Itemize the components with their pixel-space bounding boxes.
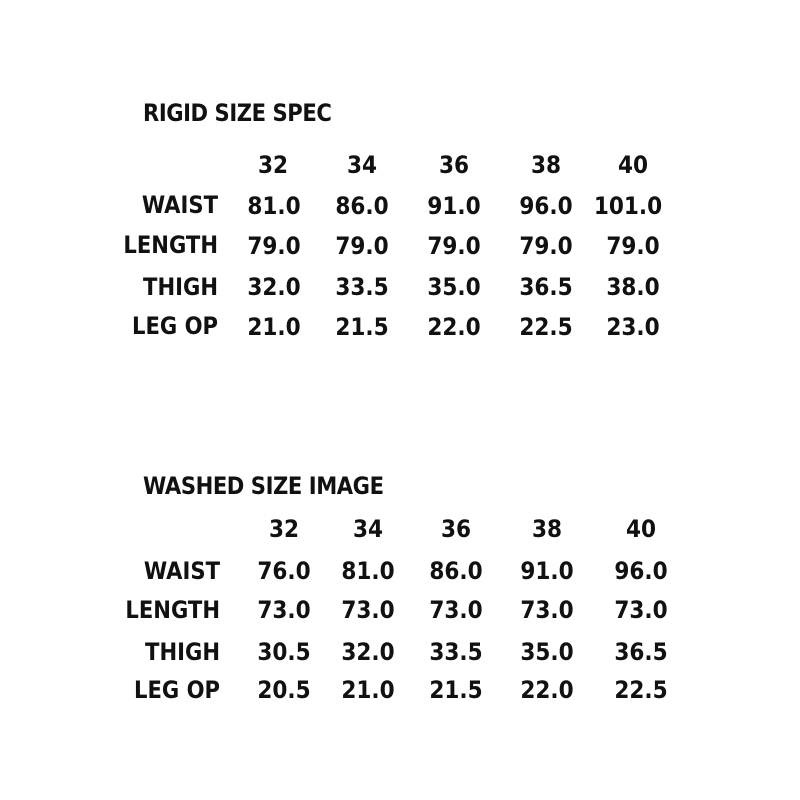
table-cell: 36.5 [519,273,573,301]
table-cell: 22.0 [427,313,481,341]
row-label: LEG OP [131,312,218,340]
row-label: LENGTH [125,596,220,624]
table-cell: 79.0 [606,232,660,260]
table-title: WASHED SIZE IMAGE [143,472,384,500]
table-cell: 81.0 [341,557,395,585]
size-header: 38 [530,151,562,179]
table-cell: 32.0 [247,273,301,301]
table-cell: 101.0 [593,192,663,220]
table-cell: 21.5 [429,676,483,704]
table-cell: 91.0 [520,557,574,585]
table-cell: 86.0 [335,192,389,220]
table-cell: 79.0 [247,232,301,260]
size-header: 40 [617,151,649,179]
table-cell: 73.0 [520,596,574,624]
table-cell: 79.0 [519,232,573,260]
row-label: THIGH [145,638,220,666]
table-cell: 73.0 [341,596,395,624]
table-cell: 35.0 [520,638,574,666]
table-cell: 20.5 [257,676,311,704]
table-cell: 21.0 [341,676,395,704]
table-cell: 22.0 [520,676,574,704]
table-cell: 22.5 [519,313,573,341]
table-title: RIGID SIZE SPEC [143,99,332,127]
table-cell: 73.0 [614,596,668,624]
table-cell: 76.0 [257,557,311,585]
table-cell: 35.0 [427,273,481,301]
table-cell: 79.0 [427,232,481,260]
row-label: THIGH [143,273,218,301]
table-cell: 73.0 [257,596,311,624]
table-cell: 38.0 [606,273,660,301]
size-header: 32 [257,151,289,179]
size-header: 40 [625,515,657,543]
size-header: 38 [531,515,563,543]
table-cell: 96.0 [614,557,668,585]
table-cell: 79.0 [335,232,389,260]
row-label: WAIST [143,557,220,585]
row-label: LEG OP [133,676,220,704]
table-cell: 33.5 [335,273,389,301]
table-cell: 22.5 [614,676,668,704]
size-header: 34 [352,515,384,543]
table-cell: 21.0 [247,313,301,341]
table-cell: 21.5 [335,313,389,341]
table-cell: 86.0 [429,557,483,585]
table-cell: 33.5 [429,638,483,666]
table-cell: 73.0 [429,596,483,624]
table-cell: 81.0 [247,192,301,220]
table-cell: 30.5 [257,638,311,666]
table-cell: 36.5 [614,638,668,666]
size-header: 36 [438,151,470,179]
table-cell: 23.0 [606,313,660,341]
table-cell: 91.0 [427,192,481,220]
size-header: 32 [268,515,300,543]
row-label: WAIST [141,191,218,219]
table-cell: 32.0 [341,638,395,666]
table-cell: 96.0 [519,192,573,220]
row-label: LENGTH [123,231,218,259]
size-header: 34 [346,151,378,179]
size-header: 36 [440,515,472,543]
